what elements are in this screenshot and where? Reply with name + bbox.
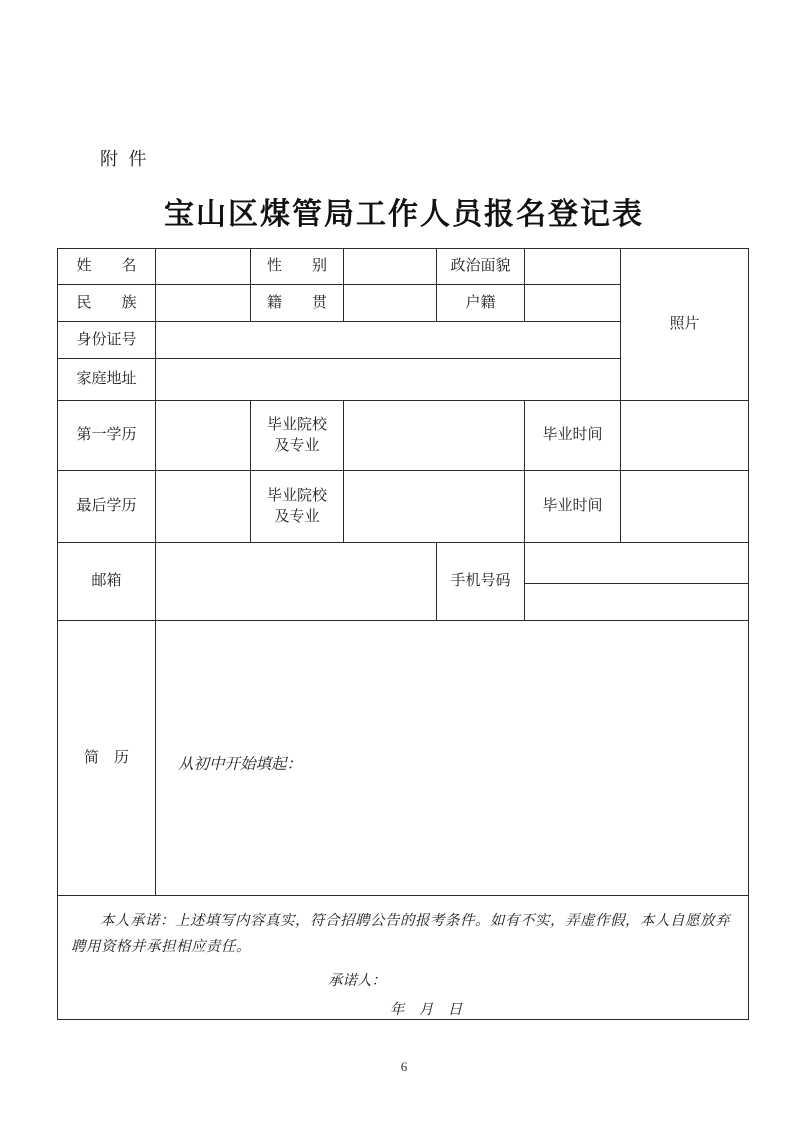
field-label-native-place: 籍 贯 — [251, 285, 344, 322]
field-value-email — [156, 543, 437, 621]
pledge-cell — [58, 896, 749, 1020]
field-value-political-status — [525, 249, 621, 285]
field-value-home-address — [156, 359, 621, 401]
pledge-text: 本人承诺：上述填写内容真实，符合招聘公告的报考条件。如有不实，弄虚作假，本人自愿放弃聘用资格并承担相应责任。 — [71, 913, 730, 956]
field-value-mobile-number-2 — [525, 584, 749, 621]
field-value-household-registration — [525, 285, 621, 322]
table-row — [58, 621, 749, 896]
field-label-political-status: 政治面貌 — [437, 249, 525, 285]
field-value-final-education — [156, 471, 251, 543]
field-value-first-education — [156, 401, 251, 471]
field-value-id-number — [156, 322, 621, 359]
table-row — [58, 249, 749, 285]
field-value-graduation-time-final — [621, 471, 749, 543]
field-label-resume: 简 历 — [58, 621, 156, 896]
field-label-ethnicity: 民 族 — [58, 285, 156, 322]
field-label-id-number: 身份证号 — [58, 322, 156, 359]
attachment-label: 附 件 — [100, 149, 150, 169]
field-label-household-registration: 户籍 — [437, 285, 525, 322]
registration-form-table — [57, 248, 749, 1020]
graduation-school-line: 毕业院校 — [266, 417, 327, 434]
table-row — [58, 471, 749, 543]
promisor-label: 承诺人： — [328, 973, 386, 990]
field-value-mobile-number-1 — [525, 543, 749, 584]
field-label-first-education: 第一学历 — [58, 401, 156, 471]
field-value-graduation-time-first — [621, 401, 749, 471]
date-line: 年 月 日 — [389, 1002, 463, 1019]
graduation-major-line: 及专业 — [274, 508, 320, 525]
table-row — [58, 543, 749, 584]
page-title: 宝山区煤管局工作人员报名登记表 — [164, 198, 644, 231]
graduation-school-line: 毕业院校 — [266, 488, 327, 505]
field-label-mobile-number: 手机号码 — [437, 543, 525, 621]
table-row — [58, 401, 749, 471]
field-value-graduation-school-major-final — [344, 471, 525, 543]
field-value-ethnicity — [156, 285, 251, 322]
graduation-major-line: 及专业 — [274, 437, 320, 454]
field-label-gender: 性 别 — [251, 249, 344, 285]
resume-content-cell — [156, 621, 749, 896]
field-label-graduation-school-major — [251, 401, 344, 471]
field-label-graduation-time-first: 毕业时间 — [525, 401, 621, 471]
field-value-graduation-school-major-first — [344, 401, 525, 471]
field-label-graduation-time-final: 毕业时间 — [525, 471, 621, 543]
field-value-gender — [344, 249, 437, 285]
field-label-final-education: 最后学历 — [58, 471, 156, 543]
field-label-home-address: 家庭地址 — [58, 359, 156, 401]
table-row — [58, 896, 749, 1020]
field-value-name — [156, 249, 251, 285]
resume-hint: 从初中开始填起： — [178, 755, 303, 773]
page-number: 6 — [400, 1059, 408, 1074]
field-value-native-place — [344, 285, 437, 322]
photo-cell: 照片 — [621, 249, 749, 401]
field-label-name: 姓 名 — [58, 249, 156, 285]
field-label-email: 邮箱 — [58, 543, 156, 621]
field-label-graduation-school-major-final — [251, 471, 344, 543]
